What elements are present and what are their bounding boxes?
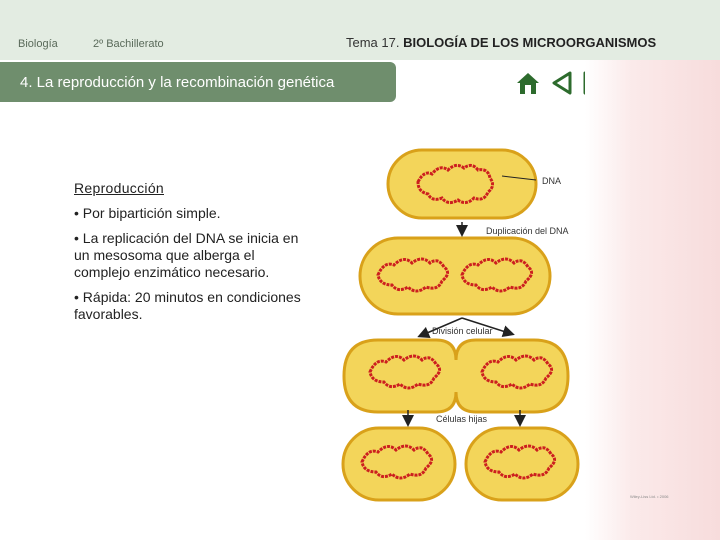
image-credit: Wiley-Liss Ltd. • 2006 (630, 494, 669, 499)
section-title: 4. La reproducción y la recombinación genética (20, 74, 335, 91)
content-heading: Reproducción (74, 180, 164, 196)
label-duplication: Duplicación del DNA (486, 226, 569, 236)
bullet-3: • Rápida: 20 minutos en condiciones favorables. (74, 289, 301, 322)
label-division: División celular (432, 326, 493, 336)
label-dna: DNA (542, 176, 562, 186)
course-label: 2º Bachillerato (93, 38, 164, 50)
topic-prefix: Tema 17. (346, 35, 400, 50)
topic-name: BIOLOGÍA DE LOS MICROORGANISMOS (403, 35, 657, 50)
cell-dividing (344, 340, 568, 412)
label-daughters: Células hijas (436, 414, 488, 424)
bullet-2: • La replicación del DNA se inicia en un mesosoma que alberga el complejo enzimático necesario. (74, 230, 299, 280)
cell-duplicating (360, 238, 550, 314)
daughter-cell-1 (343, 428, 455, 500)
daughter-cell-2 (466, 428, 578, 500)
subject-label: Biología (18, 38, 58, 50)
bullet-1: • Por bipartición simple. (74, 205, 221, 221)
cell-1 (388, 150, 536, 218)
